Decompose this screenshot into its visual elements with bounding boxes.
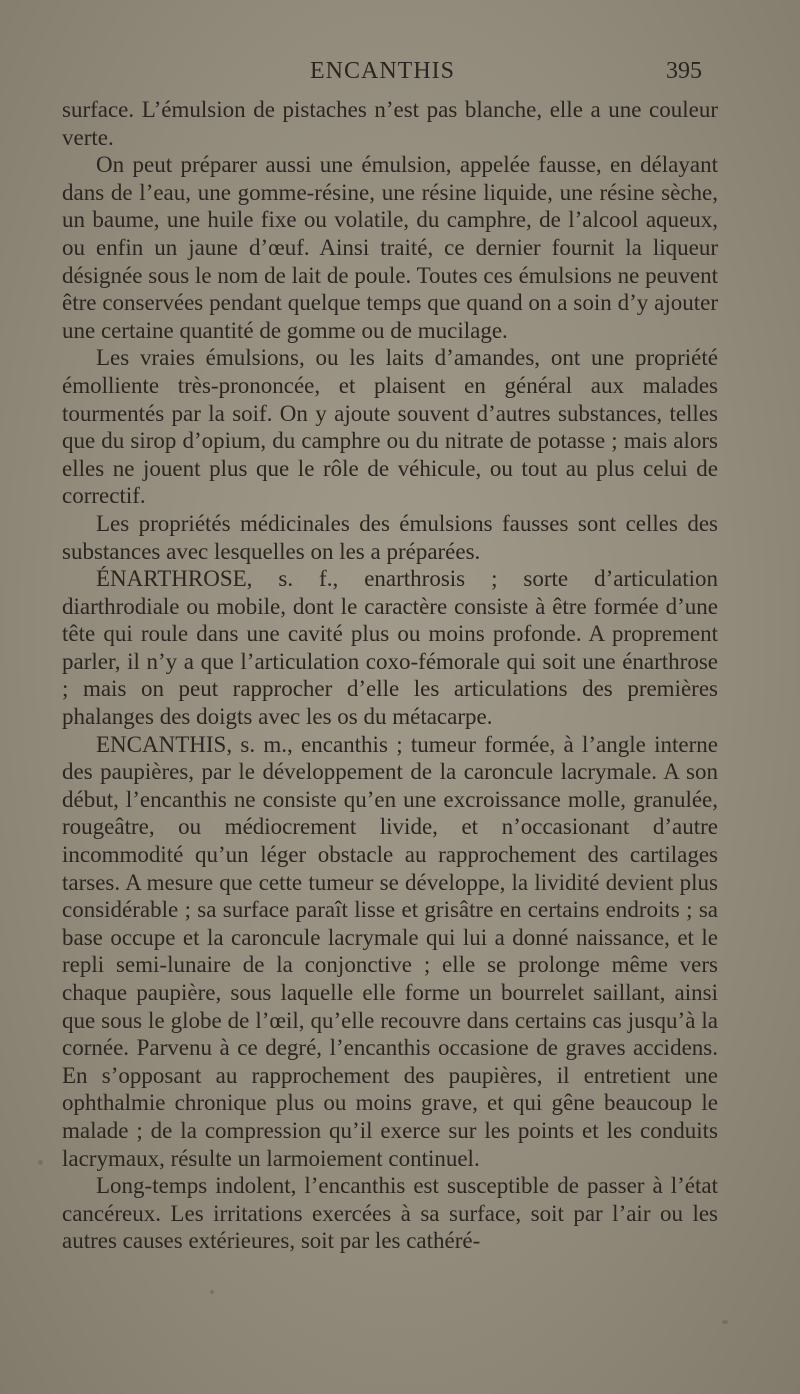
dictionary-entry-enarthrose: ÉNARTHROSE, s. f., enarthrosis ; sorte d’articulation diarthrodiale ou mobile, dont le caractère consiste à être formée d’une tête qui roule dans une cavité plus ou moins profonde. A proprement parler, il n’y a que l’articulation coxo-fémorale qui soit une énarthrose ; mais on peut rapprocher d’elle les articulations des premières phalanges des doigts avec les os du métacarpe.: [62, 566, 718, 730]
dictionary-entry-encanthis: ENCANTHIS, s. m., encanthis ; tumeur formée, à l’angle interne des paupières, par le développement de la caroncule lacrymale. A son début, l’encanthis ne consiste qu’en une excroissance molle, granulée, rougeâtre, ou médiocrement livide, et n’occasionant d’autre incommodité qu’un léger obstacle au rapprochement des cartilages tarses. A mesure que cette tumeur se développe, la lividité devient plus considérable ; sa surface paraît lisse et grisâtre en certains endroits ; sa base occupe et la caroncule lacrymale qui lui a donné naissance, et le repli semi-lunaire de la conjonctive ; elle se prolonge même vers chaque paupière, sous laquelle elle forme un bourrelet saillant, ainsi que sous le globe de l’œil, qu’elle recouvre dans certains cas jusqu’à la cornée. Parvenu à ce degré, l’encanthis occasione de graves accidens. En s’opposant au rapprochement des paupières, il entretient une ophthalmie chronique plus ou moins grave, et qui gêne beaucoup le malade ; de la compression qu’il exerce sur les points et les conduits lacrymaux, résulte un larmoiement continuel.: [62, 731, 718, 1171]
running-title: ENCANTHIS: [310, 58, 455, 84]
body-text: [62, 96, 718, 1255]
page-header: [70, 58, 730, 92]
foxing-spot: [210, 1290, 214, 1294]
foxing-spot: [38, 1160, 43, 1165]
paragraph: Les propriétés médicinales des émulsions fausses sont celles des substances avec lesquelles on les a préparées.: [62, 510, 718, 564]
foxing-spot: [722, 1320, 728, 1324]
paragraph: On peut préparer aussi une émulsion, appelée fausse, en délayant dans de l’eau, une gomme-résine, une résine liquide, une résine sèche, un baume, une huile fixe ou volatile, du camphre, de l’alcool aqueux, ou enfin un jaune d’œuf. Ainsi traité, ce dernier fournit la liqueur désignée sous le nom de lait de poule. Toutes ces émulsions ne peuvent être conservées pendant quelque temps que quand on a soin d’y ajouter une certaine quantité de gomme ou de mucilage.: [62, 152, 718, 343]
paragraph: surface. L’émulsion de pistaches n’est pas blanche, elle a une couleur verte.: [62, 97, 718, 150]
page-number: 395: [666, 58, 702, 84]
paragraph: Les vraies émulsions, ou les laits d’amandes, ont une propriété émolliente très-prononcée, et plaisent en général aux malades tourmentés par la soif. On y ajoute souvent d’autres substances, telles que du sirop d’opium, du camphre ou du nitrate de potasse ; mais alors elles ne jouent plus que le rôle de véhicule, ou tout au plus celui de correctif.: [62, 345, 718, 509]
paragraph: Long-temps indolent, l’encanthis est susceptible de passer à l’état cancéreux. Les irritations exercées à sa surface, soit par l’air ou les autres causes extérieures, soit par les cathéré-: [62, 1173, 718, 1254]
